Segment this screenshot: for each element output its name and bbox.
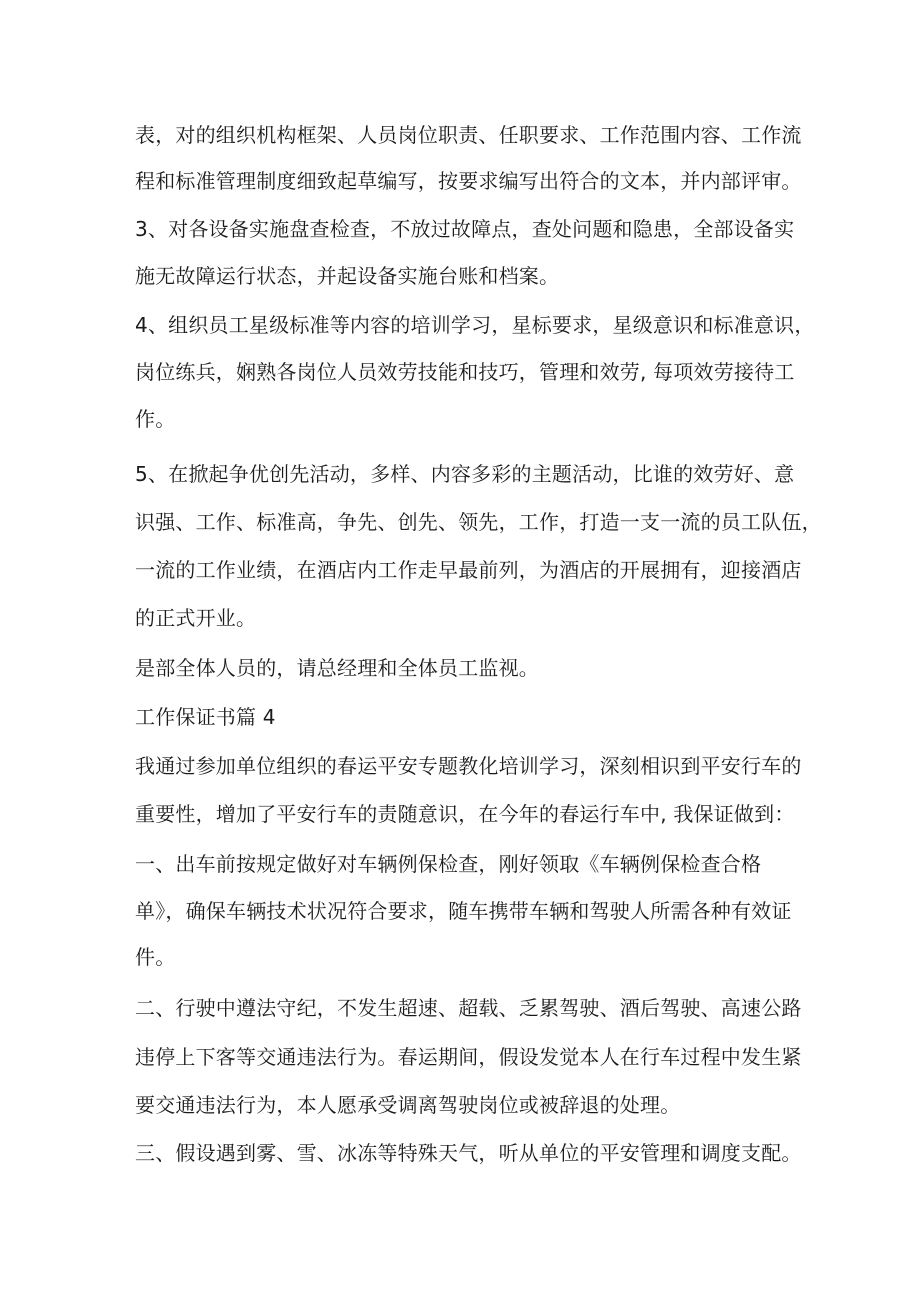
paragraph-line: 重要性，增加了平安行车的责随意识，在今年的春运行车中, 我保证做到： xyxy=(135,802,795,826)
paragraph-line: 的正式开业。 xyxy=(135,606,257,630)
paragraph-line: 施无故障运行状态，并起设备实施台账和档案。 xyxy=(135,264,560,288)
paragraph-line: 一、出车前按规定做好对车辆例保检查，刚好领取《车辆例保检查合格 xyxy=(135,852,762,876)
paragraph-line: 程和标准管理制度细致起草编写，按要求编写出符合的文本，并内部评审。 xyxy=(135,169,802,193)
paragraph-line: 违停上下客等交通违法行为。春运期间，假设发觉本人在行车过程中发生紧 xyxy=(135,1045,802,1069)
paragraph-line: 4、组织员工星级标准等内容的培训学习，星标要求，星级意识和标准意识， xyxy=(135,313,815,337)
paragraph-line: 我通过参加单位组织的春运平安专题教化培训学习，深刻相识到平安行车的 xyxy=(135,754,802,778)
paragraph-line: 识强、工作、标准高，争先、创先、领先，工作，打造一支一流的员工队伍， xyxy=(135,510,822,534)
paragraph-line: 表，对的组织机构框架、人员岗位职责、任职要求、工作范围内容、工作流 xyxy=(135,123,802,147)
section-heading: 工作保证书篇 4 xyxy=(135,705,276,729)
paragraph-line: 单》，确保车辆技术状况符合要求，随车携带车辆和驾驶人所需各种有效证 xyxy=(135,899,792,923)
paragraph-line: 件。 xyxy=(135,945,176,969)
paragraph-line: 5、在掀起争优创先活动，多样、内容多彩的主题活动，比谁的效劳好、意 xyxy=(135,462,795,486)
paragraph-line: 二、行驶中遵法守纪，不发生超速、超载、乏累驾驶、酒后驾驶、高速公路 xyxy=(135,996,802,1020)
paragraph-line: 3、对各设备实施盘查检查，不放过故障点，查处问题和隐患，全部设备实 xyxy=(135,217,795,241)
paragraph-line: 一流的工作业绩，在酒店内工作走早最前列，为酒店的开展拥有，迎接酒店 xyxy=(135,558,802,582)
paragraph-line: 三、假设遇到雾、雪、冰冻等特殊天气，听从单位的平安管理和调度支配。 xyxy=(135,1141,802,1165)
paragraph-line: 岗位练兵，娴熟各岗位人员效劳技能和技巧，管理和效劳, 每项效劳接待工 xyxy=(135,360,795,384)
paragraph-line: 要交通违法行为，本人愿承受调离驾驶岗位或被辞退的处理。 xyxy=(135,1093,681,1117)
paragraph-line: 是部全体人员的，请总经理和全体员工监视。 xyxy=(135,656,539,680)
paragraph-line: 作。 xyxy=(135,407,176,431)
